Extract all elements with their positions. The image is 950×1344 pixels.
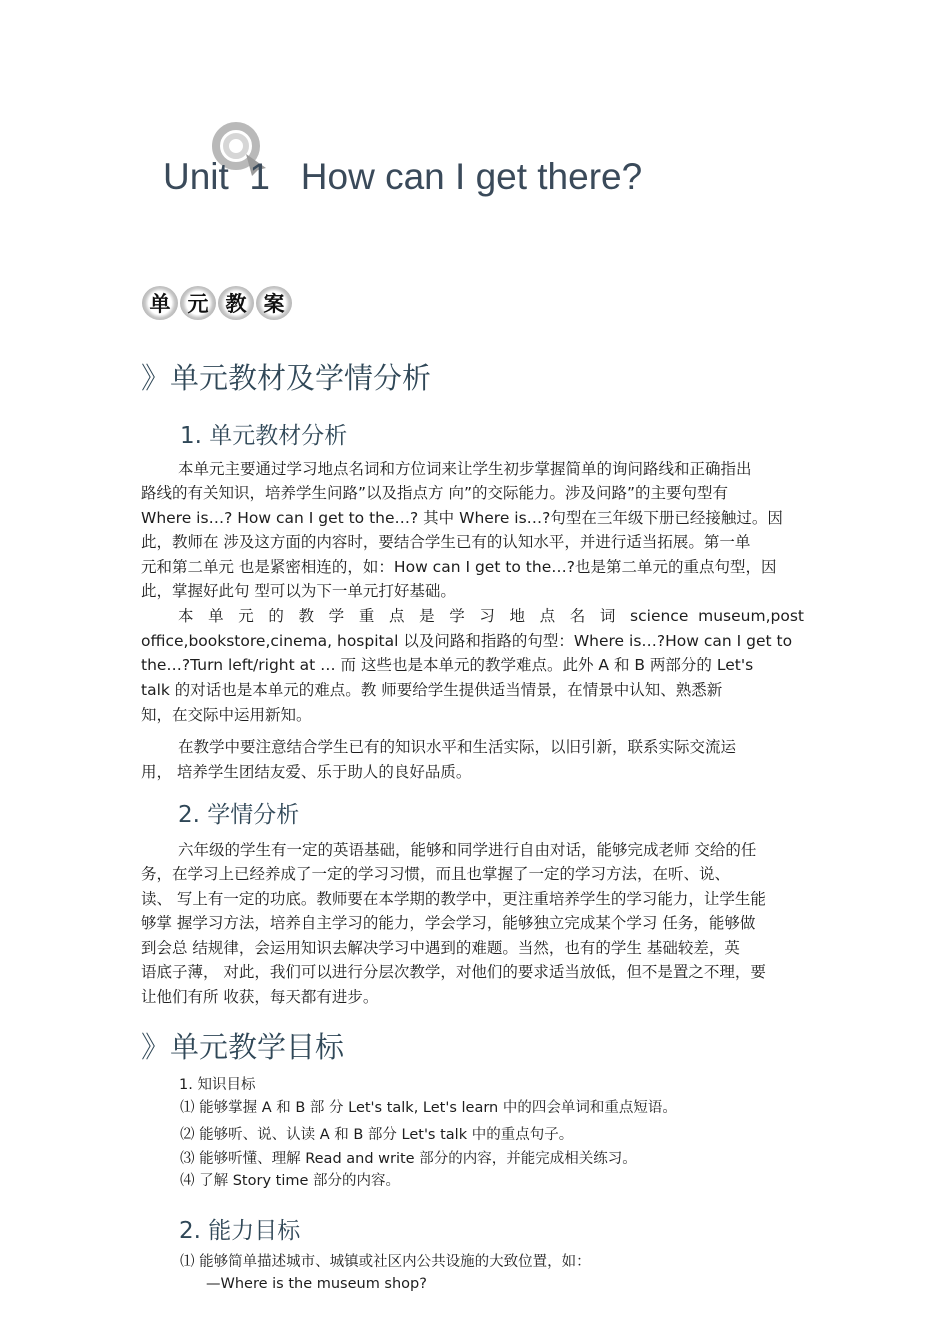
paragraph-line: 读、 写上有一定的功底。教师要在本学期的教学中，更注重培养学生的学习能力，让学生能 xyxy=(141,890,766,908)
paragraph-line: 此，掌握好此句 型可以为下一单元打好基础。 xyxy=(141,582,456,600)
subsection-heading: 2. 学情分析 xyxy=(178,802,300,828)
subsection-heading: 1. 单元教材分析 xyxy=(180,423,348,449)
section-heading: 》单元教学目标 xyxy=(141,1030,345,1064)
badge-char: 元 xyxy=(180,286,216,320)
section-heading: 》单元教材及学情分析 xyxy=(141,361,432,395)
goal-item: ⑵ 能够听、说、认读 A 和 B 部分 Let's talk 中的重点句子。 xyxy=(180,1127,574,1143)
paragraph-line: 在教学中要注意结合学生已有的知识水平和生活实际，以旧引新，联系实际交流运 xyxy=(178,738,737,756)
paragraph-line: talk 的对话也是本单元的难点。教 师要给学生提供适当情景，在情景中认知、熟悉新 xyxy=(141,681,723,699)
paragraph-line: 语底子薄， 对此，我们可以进行分层次教学，对他们的要求适当放低，但不是置之不理，要 xyxy=(141,963,766,981)
badge-char: 案 xyxy=(256,286,292,320)
paragraph-line: 路线的有关知识，培养学生问路”以及指点方 向”的交际能力。涉及问路”的主要句型有 xyxy=(141,484,729,502)
paragraph-line: 本 单 元 的 教 学 重 点 是 学 习 地 点 名 词 science museum,post xyxy=(178,607,804,625)
paragraph-line: office,bookstore,cinema, hospital 以及问路和指路的句型：Where is…?How can I get to xyxy=(141,632,793,650)
paragraph-line: 知，在交际中运用新知。 xyxy=(141,706,312,724)
paragraph-line: 到会总 结规律，会运用知识去解决学习中遇到的难题。当然，也有的学生 基础较差，英 xyxy=(141,939,740,957)
paragraph-line: 务，在学习上已经养成了一定的学习习惯，而且也掌握了一定的学习方法，在听、说、 xyxy=(141,865,731,883)
badge-char: 教 xyxy=(218,286,254,320)
paragraph-line: 本单元主要通过学习地点名词和方位词来让学生初步掌握简单的询问路线和正确指出 xyxy=(178,460,752,478)
paragraph-line: the…?Turn left/right at … 而 这些也是本单元的教学难点。此外 A 和 B 两部分的 Let's xyxy=(141,656,754,674)
paragraph-line: Where is…? How can I get to the…? 其中 Where is…?句型在三年级下册已经接触过。因 xyxy=(141,509,783,527)
goal-item: ⑴ 能够掌握 A 和 B 部 分 Let's talk, Let's learn 中的四会单词和重点短语。 xyxy=(180,1100,677,1116)
subsection-heading: 2. 能力目标 xyxy=(179,1218,301,1244)
paragraph-line: 元和第二单元 也是紧密相连的，如：How can I get to the…?也是第二单元的重点句型，因 xyxy=(141,558,777,576)
goal-item: ⑷ 了解 Story time 部分的内容。 xyxy=(180,1173,400,1189)
example-line: —Where is the museum shop? xyxy=(206,1276,427,1292)
unit-title: Unit 1 How can I get there? xyxy=(163,156,643,197)
paragraph-line: 用， 培养学生团结友爱、乐于助人的良好品质。 xyxy=(141,763,472,781)
goal-item: ⑴ 能够简单描述城市、城镇或社区内公共设施的大致位置，如： xyxy=(180,1254,591,1270)
paragraph-line: 让他们有所 收获，每天都有进步。 xyxy=(141,988,379,1006)
goal-item: ⑶ 能够听懂、理解 Read and write 部分的内容，并能完成相关练习。 xyxy=(180,1151,637,1167)
paragraph-line: 够掌 握学习方法，培养自主学习的能力，学会学习，能够独立完成某个学习 任务，能够做 xyxy=(141,914,756,932)
paragraph-line: 六年级的学生有一定的英语基础，能够和同学进行自由对话，能够完成老师 交给的任 xyxy=(178,841,757,859)
lesson-plan-badge xyxy=(142,286,292,322)
goal-heading: 1. 知识目标 xyxy=(179,1077,256,1093)
badge-char: 单 xyxy=(142,286,178,320)
paragraph-line: 此，教师在 涉及这方面的内容时，要结合学生已有的认知水平，并进行适当拓展。第一单 xyxy=(141,533,751,551)
